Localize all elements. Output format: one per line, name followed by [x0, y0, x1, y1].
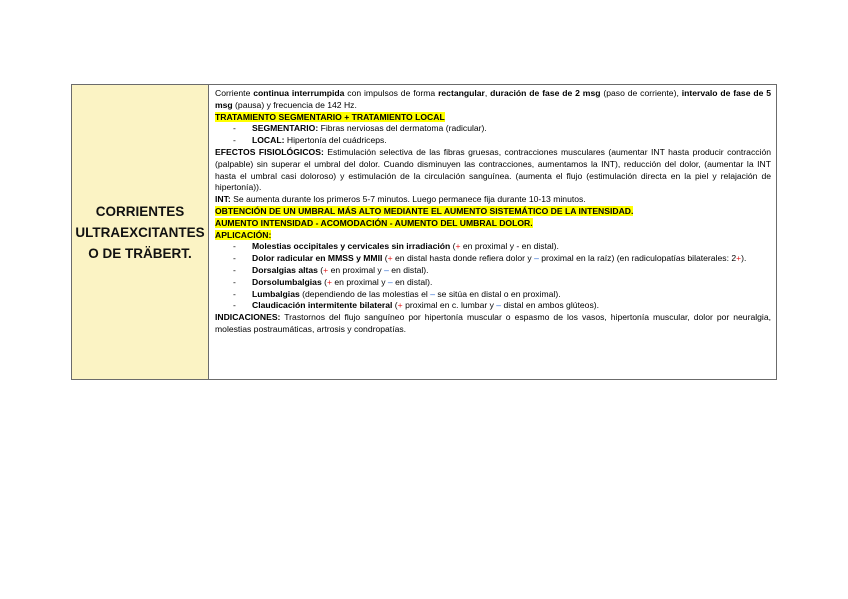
- title-cell: [72, 85, 209, 379]
- effects-paragraph: EFECTOS FISIOLÓGICOS: Estimulación selectiva de las fibras gruesas, contracciones musculares (aumentar INT hasta producir contracción (palpable) sin superar el umbral del dolor. Cuando disminuyen las contracciones, aumentamos la INT), reducción del dolor, (aumentar la INT hasta el umbral casi doloroso) y estimulación de la circulación sanguínea. (aumenta el flujo (estimulación directa en la piel y relajación de hipertonía)).: [215, 146, 772, 193]
- treatment-heading: TRATAMIENTO SEGMENTARIO + TRATAMIENTO LOCAL: [215, 111, 445, 122]
- intensity-paragraph: INT: Se aumenta durante los primeros 5-7 minutos. Luego permanece fija durante 10-13 minutos.: [215, 194, 586, 205]
- content-table: [71, 84, 777, 380]
- list-item: - Dorsalgias altas (+ en proximal y – en distal).: [233, 264, 429, 275]
- section-title: CORRIENTES ULTRAEXCITANTES O DE TRÄBERT.: [75, 203, 205, 261]
- description-cell: [209, 85, 776, 379]
- indications-paragraph: INDICACIONES: Trastornos del flujo sanguíneo por hipertonía muscular o espasmo de los vasos, hipertonía muscular, dolor por neuralgia, molestias postraumáticas, artrosis y condropatías.: [215, 312, 771, 334]
- application-heading: APLICACIÓN:: [215, 229, 272, 240]
- highlight-line: OBTENCIÓN DE UN UMBRAL MÁS ALTO MEDIANTE EL AUMENTO SISTEMÁTICO DE LA INTENSIDAD.: [215, 205, 634, 216]
- highlight-line: AUMENTO INTENSIDAD - ACOMODACIÓN - AUMENTO DEL UMBRAL DOLOR.: [215, 217, 533, 228]
- list-item: - Claudicación intermitente bilateral (+ proximal en c. lumbar y – distal en ambos glúteos).: [233, 300, 600, 311]
- treatment-list: [215, 123, 771, 147]
- list-item: - SEGMENTARIO: Fibras nerviosas del dermatoma (radicular).: [233, 123, 487, 134]
- list-item: - Dolor radicular en MMSS y MMII (+ en distal hasta donde refiera dolor y – proximal en la raíz) (en radiculopatías bilaterales: 2+).: [233, 253, 747, 264]
- list-item: - Lumbalgias (dependiendo de las molestias el – se sitúa en distal o en proximal).: [233, 288, 561, 299]
- intro-paragraph: Corriente continua interrumpida con impulsos de forma rectangular, duración de fase de 2 msg (paso de corriente), intervalo de fase de 5 msg (pausa) y frecuencia de 142 Hz.: [215, 88, 772, 110]
- list-item: - Dorsolumbalgias (+ en proximal y – en distal).: [233, 276, 433, 287]
- list-item: - Molestias occipitales y cervicales sin irradiación (+ en proximal y - en distal).: [233, 241, 559, 252]
- application-list: [215, 241, 771, 312]
- list-item: - LOCAL: Hipertonía del cuádriceps.: [233, 135, 387, 146]
